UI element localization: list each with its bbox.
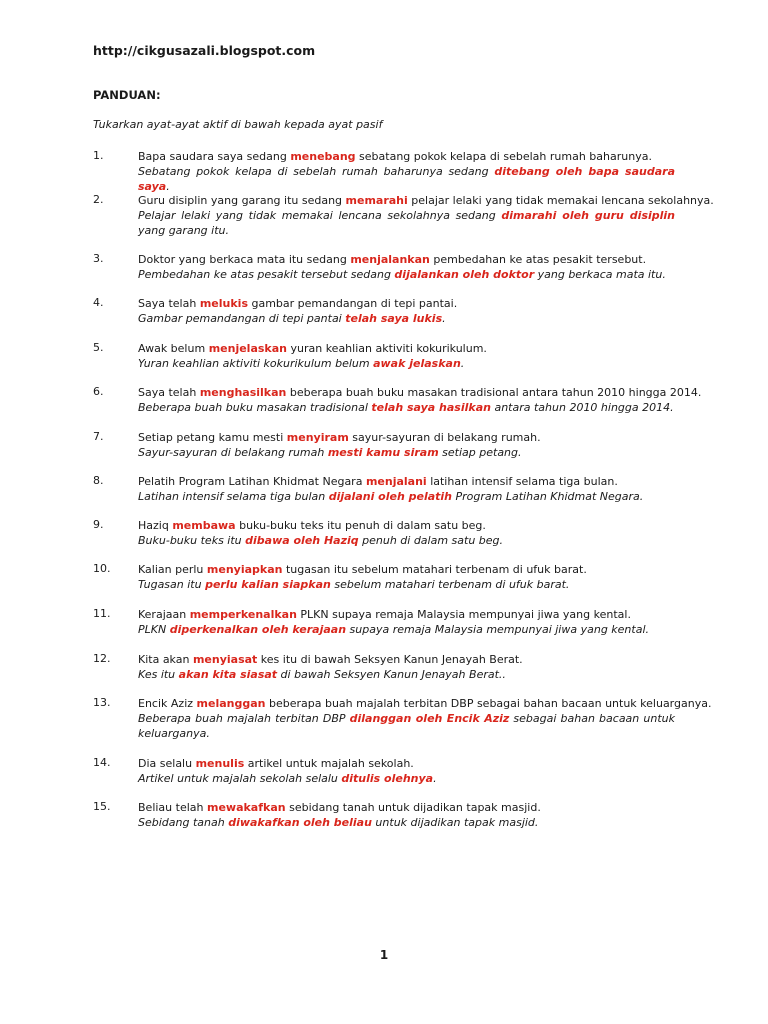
sentence-segment: Kerajaan <box>138 608 190 621</box>
passive-phrase-highlight: dibawa oleh Haziq <box>245 534 359 547</box>
item-body <box>138 385 702 415</box>
active-verb-highlight: memperkenalkan <box>189 608 297 621</box>
item-number: 5. <box>93 341 104 354</box>
item-body <box>138 756 675 786</box>
sentence-segment: gambar pemandangan di tepi pantai. <box>248 297 458 310</box>
sentence-segment: Pelatih Program Latihan Khidmat Negara <box>138 475 366 488</box>
passive-sentence <box>138 208 675 238</box>
sentence-segment: . <box>166 180 170 193</box>
active-verb-highlight: mewakafkan <box>206 801 286 814</box>
active-sentence <box>138 518 675 533</box>
sentence-segment: Pelajar lelaki yang tidak memakai lencana sekolahnya sedang <box>138 209 502 222</box>
passive-phrase-highlight: mesti kamu siram <box>327 446 439 459</box>
sentence-segment: Sebatang pokok kelapa di sebelah rumah baharunya sedang <box>138 165 495 178</box>
sentence-segment: Beberapa buah buku masakan tradisional <box>138 401 372 414</box>
sentence-segment: yuran keahlian aktiviti kokurikulum. <box>286 342 487 355</box>
passive-sentence <box>138 489 675 504</box>
sentence-segment: Sebidang tanah <box>138 816 229 829</box>
sentence-segment: Kalian perlu <box>138 563 207 576</box>
sentence-segment: Program Latihan Khidmat Negara. <box>452 490 644 503</box>
sentence-segment: kes itu di bawah Seksyen Kanun Jenayah Berat. <box>257 653 523 666</box>
sentence-segment: Artikel untuk majalah sekolah selalu <box>138 772 342 785</box>
item-number: 3. <box>93 252 104 265</box>
sentence-segment: Dia selalu <box>138 757 196 770</box>
blog-url: http://cikgusazali.blogspot.com <box>93 43 316 58</box>
item-number: 1. <box>93 149 104 162</box>
item-number: 13. <box>93 696 111 709</box>
passive-phrase-highlight: dijalani oleh pelatih <box>328 490 453 503</box>
item-number: 6. <box>93 385 104 398</box>
passive-phrase-highlight: dimarahi oleh guru disiplin <box>501 209 676 222</box>
passive-sentence <box>138 311 675 326</box>
passive-sentence <box>138 711 675 741</box>
active-verb-highlight: menyiapkan <box>206 563 283 576</box>
item-body <box>138 607 675 637</box>
sentence-segment: setiap petang. <box>438 446 522 459</box>
sentence-segment: . <box>460 357 465 370</box>
active-sentence <box>138 430 675 445</box>
passive-phrase-highlight: awak jelaskan <box>373 357 461 370</box>
active-sentence <box>138 149 675 164</box>
item-number: 12. <box>93 652 111 665</box>
active-sentence <box>138 252 675 267</box>
sentence-segment: Beberapa buah majalah terbitan DBP <box>138 712 350 725</box>
item-number: 14. <box>93 756 111 769</box>
active-sentence <box>138 696 712 711</box>
passive-phrase-highlight: ditulis olehnya <box>341 772 434 785</box>
passive-phrase-highlight: dilanggan oleh Encik Aziz <box>349 712 510 725</box>
active-verb-highlight: menebang <box>290 150 356 163</box>
passive-sentence <box>138 771 675 786</box>
passive-sentence <box>138 622 675 637</box>
item-body <box>138 652 675 682</box>
active-sentence <box>138 296 675 311</box>
item-number: 11. <box>93 607 111 620</box>
item-body <box>138 341 675 371</box>
item-body <box>138 252 675 282</box>
sentence-segment: Encik Aziz <box>138 697 197 710</box>
active-sentence <box>138 756 675 771</box>
instruction-text: Tukarkan ayat-ayat aktif di bawah kepada ayat pasif <box>93 118 383 131</box>
active-sentence <box>138 800 675 815</box>
passive-sentence <box>138 815 675 830</box>
item-number: 4. <box>93 296 104 309</box>
passive-sentence <box>138 533 675 548</box>
passive-phrase-highlight: dijalankan oleh doktor <box>394 268 535 281</box>
passive-sentence <box>138 164 675 194</box>
sentence-segment: Guru disiplin yang garang itu sedang <box>138 194 346 207</box>
passive-phrase-highlight: telah saya hasilkan <box>371 401 491 414</box>
sentence-segment: Setiap petang kamu mesti <box>138 431 287 444</box>
sentence-segment: supaya remaja Malaysia mempunyai jiwa yang kental. <box>346 623 650 636</box>
active-sentence <box>138 385 702 400</box>
item-body <box>138 430 675 460</box>
active-verb-highlight: menjalani <box>365 475 427 488</box>
sentence-segment: tugasan itu sebelum matahari terbenam di ufuk barat. <box>282 563 587 576</box>
sentence-segment: Saya telah <box>138 297 200 310</box>
item-number: 8. <box>93 474 104 487</box>
sentence-segment: beberapa buah majalah terbitan DBP sebagai bahan bacaan untuk keluarganya. <box>265 697 712 710</box>
passive-phrase-highlight: telah saya lukis <box>345 312 443 325</box>
passive-phrase-highlight: perlu kalian siapkan <box>205 578 331 591</box>
sentence-segment: Gambar pemandangan di tepi pantai <box>138 312 346 325</box>
active-verb-highlight: menghasilkan <box>199 386 287 399</box>
sentence-segment: Tugasan itu <box>138 578 206 591</box>
passive-phrase-highlight: diwakafkan oleh beliau <box>228 816 372 829</box>
sentence-segment: Doktor yang berkaca mata itu sedang <box>138 253 351 266</box>
active-verb-highlight: membawa <box>172 519 236 532</box>
sentence-segment: untuk dijadikan tapak masjid. <box>371 816 539 829</box>
active-sentence <box>138 607 675 622</box>
item-body <box>138 149 675 194</box>
sentence-segment: sebagai bahan bacaan untuk keluarganya. <box>138 712 675 740</box>
sentence-segment: antara tahun 2010 hingga 2014. <box>490 401 674 414</box>
passive-sentence <box>138 267 675 282</box>
active-verb-highlight: menyiram <box>286 431 349 444</box>
sentence-segment: Kes itu <box>138 668 179 681</box>
active-verb-highlight: melukis <box>199 297 248 310</box>
sentence-segment: Sayur-sayuran di belakang rumah <box>138 446 328 459</box>
item-body <box>138 696 712 741</box>
sentence-segment: PLKN supaya remaja Malaysia mempunyai jiwa yang kental. <box>296 608 631 621</box>
item-body <box>138 562 675 592</box>
item-body <box>138 800 675 830</box>
active-sentence <box>138 562 675 577</box>
passive-phrase-highlight: akan kita siasat <box>178 668 278 681</box>
sentence-segment: sebidang tanah untuk dijadikan tapak masjid. <box>285 801 541 814</box>
sentence-segment: latihan intensif selama tiga bulan. <box>426 475 618 488</box>
active-verb-highlight: memarahi <box>345 194 408 207</box>
item-body <box>138 193 714 238</box>
sentence-segment: Bapa saudara saya sedang <box>138 150 291 163</box>
sentence-segment: Beliau telah <box>138 801 207 814</box>
active-verb-highlight: menyiasat <box>192 653 258 666</box>
sentence-segment: pelajar lelaki yang tidak memakai lencana sekolahnya. <box>407 194 714 207</box>
active-sentence <box>138 193 714 208</box>
item-body <box>138 296 675 326</box>
sentence-segment: sebelum matahari terbenam di ufuk barat. <box>330 578 570 591</box>
section-heading: PANDUAN: <box>93 88 161 102</box>
item-number: 10. <box>93 562 111 575</box>
sentence-segment: Awak belum <box>138 342 209 355</box>
sentence-segment: Yuran keahlian aktiviti kokurikulum belum <box>138 357 374 370</box>
sentence-segment: di bawah Seksyen Kanun Jenayah Berat.. <box>277 668 506 681</box>
active-sentence <box>138 474 675 489</box>
sentence-segment: Pembedahan ke atas pesakit tersebut sedang <box>138 268 395 281</box>
passive-phrase-highlight: diperkenalkan oleh kerajaan <box>169 623 347 636</box>
sentence-segment: penuh di dalam satu beg. <box>358 534 504 547</box>
sentence-segment: artikel untuk majalah sekolah. <box>244 757 414 770</box>
sentence-segment: sebatang pokok kelapa di sebelah rumah baharunya. <box>355 150 652 163</box>
sentence-segment: buku-buku teks itu penuh di dalam satu beg. <box>235 519 486 532</box>
sentence-segment: beberapa buah buku masakan tradisional antara tahun 2010 hingga 2014. <box>286 386 702 399</box>
sentence-segment: Latihan intensif selama tiga bulan <box>138 490 329 503</box>
active-verb-highlight: menjalankan <box>350 253 430 266</box>
sentence-segment: sayur-sayuran di belakang rumah. <box>348 431 541 444</box>
item-body <box>138 474 675 504</box>
active-verb-highlight: melanggan <box>196 697 266 710</box>
passive-phrase-highlight: ditebang oleh bapa saudara saya <box>138 165 675 193</box>
item-number: 9. <box>93 518 104 531</box>
sentence-segment: yang garang itu. <box>138 224 229 237</box>
item-number: 15. <box>93 800 111 813</box>
sentence-segment: PLKN <box>138 623 170 636</box>
sentence-segment: pembedahan ke atas pesakit tersebut. <box>429 253 647 266</box>
page-number: 1 <box>379 948 389 962</box>
active-verb-highlight: menulis <box>195 757 245 770</box>
passive-sentence <box>138 445 675 460</box>
sentence-segment: Buku-buku teks itu <box>138 534 246 547</box>
passive-sentence <box>138 667 675 682</box>
sentence-segment: . <box>433 772 437 785</box>
active-verb-highlight: menjelaskan <box>208 342 287 355</box>
sentence-segment: yang berkaca mata itu. <box>534 268 666 281</box>
passive-sentence <box>138 400 675 415</box>
passive-sentence <box>138 577 675 592</box>
active-sentence <box>138 341 675 356</box>
passive-sentence <box>138 356 675 371</box>
item-number: 7. <box>93 430 104 443</box>
sentence-segment: Kita akan <box>138 653 193 666</box>
active-sentence <box>138 652 675 667</box>
sentence-segment: Saya telah <box>138 386 200 399</box>
item-number: 2. <box>93 193 104 206</box>
sentence-segment: . <box>442 312 446 325</box>
sentence-segment: Haziq <box>138 519 173 532</box>
item-body <box>138 518 675 548</box>
